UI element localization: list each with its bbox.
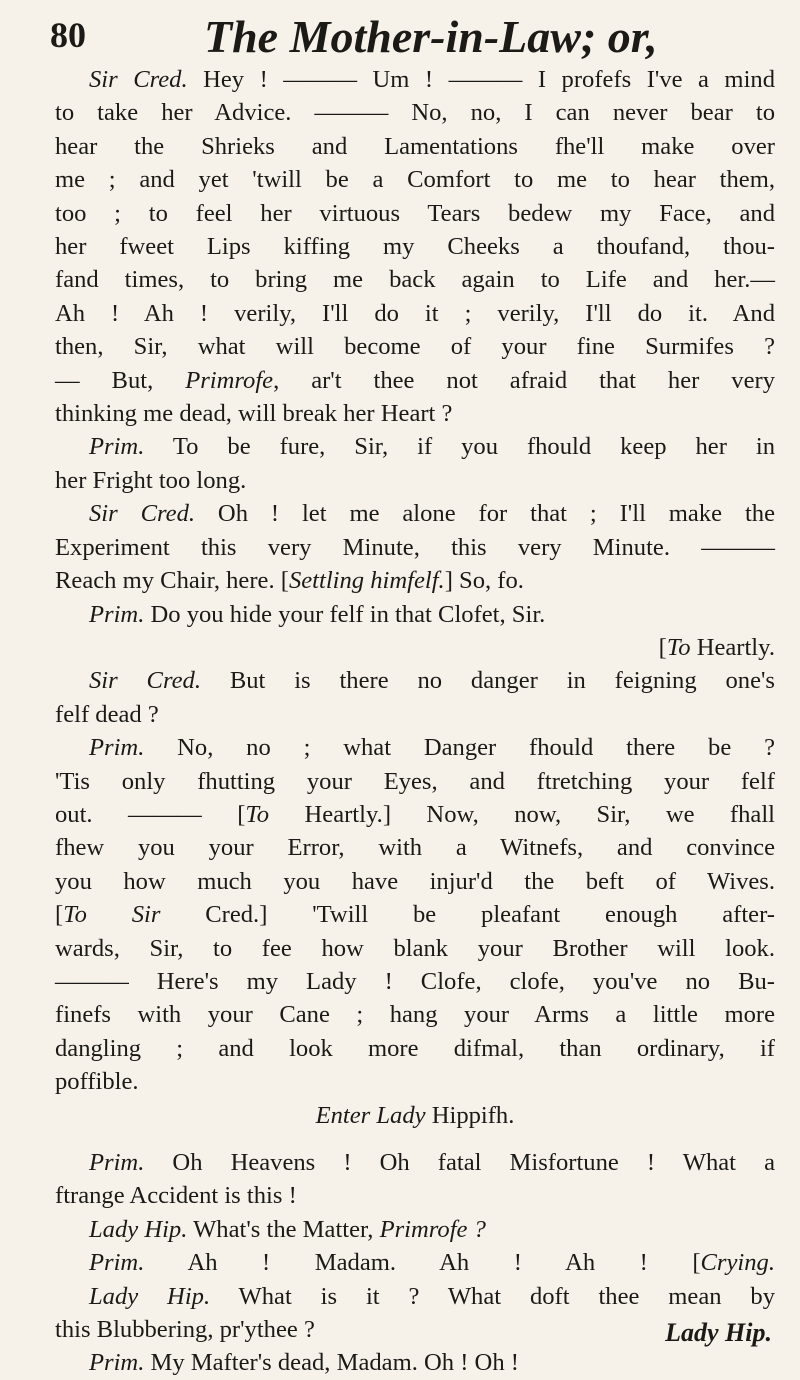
text-line [55,464,775,497]
speaker-name: Prim. [89,734,145,762]
line-text: wards, Sir, to fee how blank your Brother will look. [55,934,775,962]
text-line [55,1146,775,1179]
line-text: Oh ! let me alone for that ; I'll make the [195,500,775,528]
line-text: me ; and yet 'twill be a Comfort to me to hear them, [55,166,775,194]
line-text: thinking me dead, will break her Heart ? [55,400,453,428]
speaker-name: Lady Hip. [89,1282,211,1310]
speaker-name: Prim. [89,1349,145,1377]
text-line [55,1280,775,1313]
running-title: The Mother-in-Law; or, [204,11,658,62]
line-text: to take her Advice. ——— No, no, I can never bear to [55,99,775,127]
line-text: fand times, to bring me back again to Life and her.— [55,266,775,294]
line-text: [ [55,901,64,929]
text-line [55,63,775,96]
text-line [55,798,775,831]
line-text: [ [658,633,667,661]
text-line [55,1032,775,1065]
emphasis-text: Primrofe ? [379,1215,486,1243]
line-text: her fweet Lips kiffing my Cheeks a thoufand, thou- [55,233,775,261]
text-line [55,163,775,196]
text-line [55,898,775,931]
spacer [55,1132,775,1146]
line-text: My Mafter's dead, Madam. Oh ! Oh ! [144,1349,519,1377]
line-text: — But, [55,366,186,394]
speaker-name: Prim. [89,1249,145,1277]
text-line [55,397,775,430]
line-text: felf dead ? [55,700,159,728]
text-line [55,1099,775,1132]
text-line [55,631,775,664]
speaker-name: Sir Cred. [89,66,188,93]
line-text: Ah ! Ah ! verily, I'll do it ; verily, I'll do it. And [55,299,775,327]
line-text: ——— Here's my Lady ! Clofe, clofe, you've no Bu- [55,967,775,995]
speaker-name: Sir Cred. [89,500,196,528]
line-text: poffible. [55,1068,139,1096]
line-text: Cred.] 'Twill be pleafant enough after- [160,901,775,929]
text-line [55,598,775,631]
line-text: Oh Heavens ! Oh fatal Misfortune ! What a [144,1149,775,1176]
line-text: ] So, fo. [444,567,524,595]
line-text: Hippifh. [425,1101,515,1129]
line-text: Reach my Chair, here. [ [55,567,289,595]
text-line [55,197,775,230]
page-number: 80 [50,15,86,55]
speaker-name: Prim. [89,433,145,461]
line-text: Heartly. [690,633,775,661]
line-text: What is it ? What doft thee mean by [210,1282,776,1310]
play-text [55,63,775,1380]
text-line [55,1346,775,1379]
line-text: out. ——— [ [55,800,246,828]
text-line [55,96,775,129]
text-line [55,1065,775,1098]
text-line [55,263,775,296]
line-text: fhew you your Error, with a Witnefs, and convince [55,834,775,862]
text-line [55,698,775,731]
speaker-name: Sir Cred. [89,667,201,695]
line-text: Experiment this very Minute, this very Minute. ——— [55,533,775,561]
text-line [55,998,775,1031]
line-text: her Fright too long. [55,466,247,494]
line-text: this Blubbering, pr'ythee ? [55,1316,315,1344]
emphasis-text: To [245,800,270,828]
text-line [55,531,775,564]
line-text: Heartly.] Now, now, Sir, we fhall [269,800,775,828]
line-text: To be fure, Sir, if you fhould keep her in [144,433,775,461]
text-line [55,664,775,697]
text-line [55,932,775,965]
text-line [55,765,775,798]
line-text: , ar't thee not afraid that her very [273,366,775,394]
emphasis-text: Crying. [700,1249,775,1277]
text-line [55,1179,775,1212]
text-line [55,364,775,397]
line-text: hear the Shrieks and Lamentations fhe'll make over [55,132,775,160]
speaker-name: Prim. [89,1149,145,1176]
line-text: No, no ; what Danger fhould there be ? [144,734,775,762]
line-text: dangling ; and look more difmal, than ordinary, if [55,1034,775,1062]
text-line [55,297,775,330]
text-line [55,865,775,898]
catchword: Lady Hip. [665,1318,772,1347]
text-line [55,230,775,263]
line-text: ftrange Accident is this ! [55,1182,297,1210]
line-text: you how much you have injur'd the beft of Wives. [55,867,775,895]
line-text: Ah ! Madam. Ah ! Ah ! [ [144,1249,701,1277]
line-text: But is there no danger in feigning one's [200,667,775,695]
text-line [55,1213,775,1246]
emphasis-text: Settling himfelf. [288,567,445,595]
text-line [55,731,775,764]
line-text: Do you hide your felf in that Clofet, Sir. [144,600,546,628]
emphasis-text: To [666,633,691,661]
text-line [55,965,775,998]
speaker-name: Prim. [89,600,145,628]
text-line [55,330,775,363]
line-text: too ; to feel her virtuous Tears bedew my Face, and [55,199,775,227]
text-line [55,130,775,163]
line-text: finefs with your Cane ; hang your Arms a little more [55,1001,775,1029]
line-text: 'Tis only fhutting your Eyes, and ftretching your felf [55,767,775,795]
text-line [55,831,775,864]
line-text: then, Sir, what will become of your fine Surmifes ? [55,333,775,361]
line-text: What's the Matter, [187,1215,380,1243]
emphasis-text: Primrofe [185,366,274,394]
emphasis-text: Enter Lady [315,1101,426,1129]
line-text: Hey ! ——— Um ! ——— I profefs I've a mind [187,66,775,93]
speaker-name: Lady Hip. [89,1215,188,1243]
emphasis-text: To Sir [63,901,161,929]
text-line [55,1246,775,1279]
text-line [55,430,775,463]
text-line [55,564,775,597]
text-line [55,497,775,530]
